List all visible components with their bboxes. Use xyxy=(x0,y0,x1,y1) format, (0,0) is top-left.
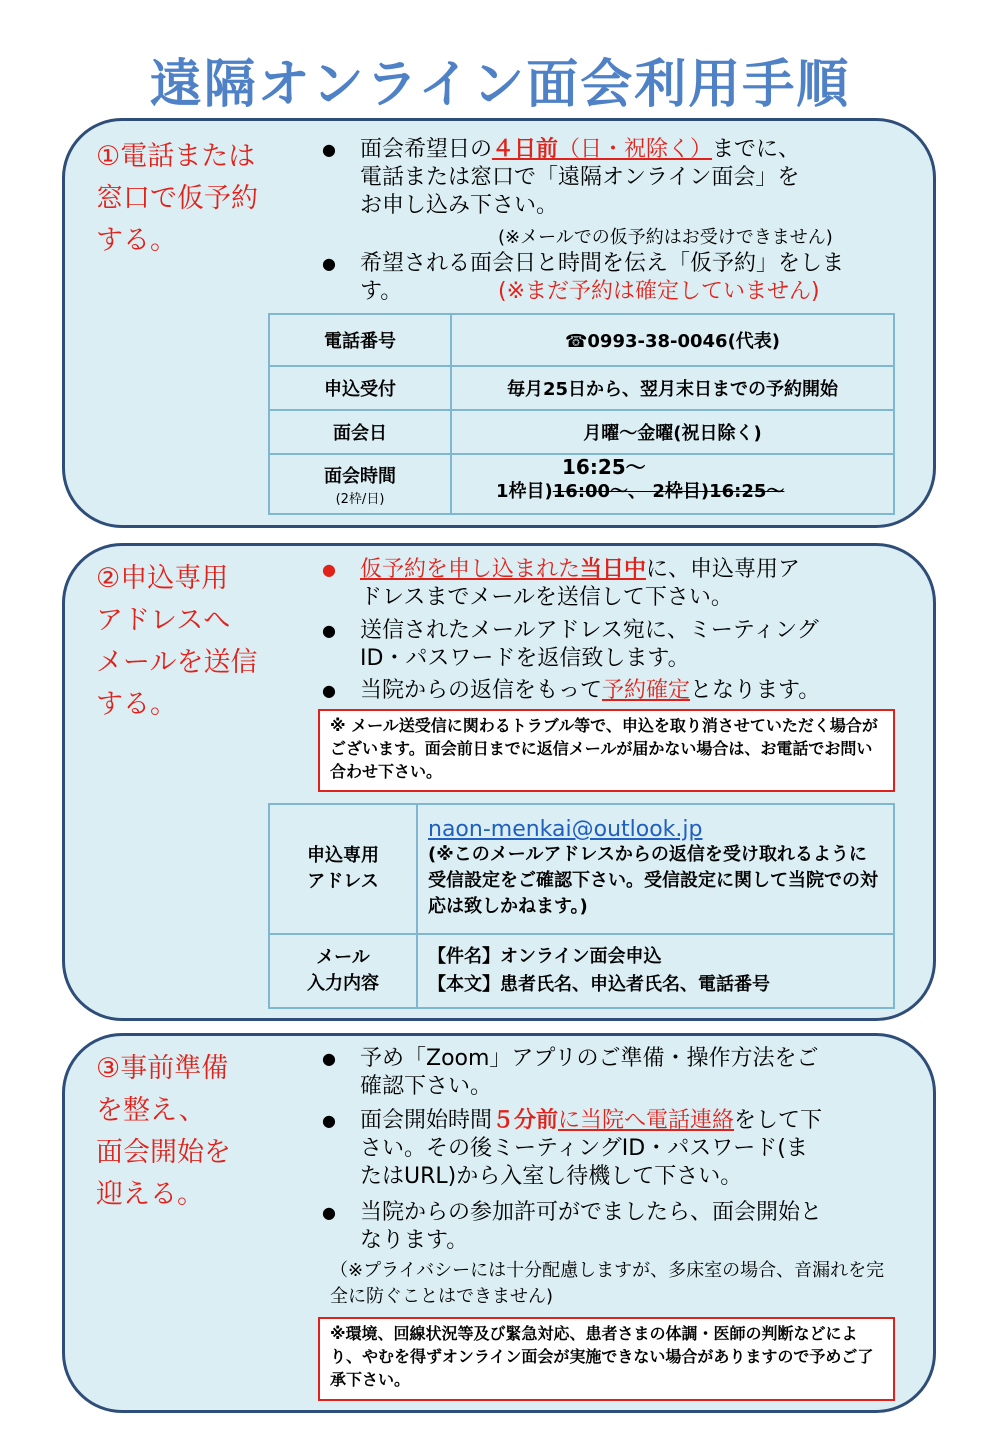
table-value: 月曜～金曜(祝日除く) xyxy=(451,410,894,454)
step1-note2: (※まだ予約は確定していません) xyxy=(498,279,820,304)
text: に、申込専用ア xyxy=(646,557,801,582)
text: 確認下さい。 xyxy=(360,1074,493,1099)
text: ID・パスワードを返信致します。 xyxy=(360,646,690,671)
page-title: 遠隔オンライン面会利用手順 xyxy=(149,55,851,115)
text: なります。 xyxy=(360,1228,469,1253)
step1-note1: (※メールでの仮予約はお受けできません) xyxy=(498,227,833,248)
text: お申し込み下さい。 xyxy=(360,193,559,218)
step3-bullet3 xyxy=(322,1199,892,1255)
mail-content xyxy=(417,934,894,1008)
time-label: 面会時間 xyxy=(324,465,396,487)
step3-warning-box: ※環境、回線状況等及び緊急対応、患者さまの体調・医師の判断などにより、やむを得ずオンライン面会が実施できない場合がありますので予めご了承下さい。 xyxy=(318,1317,895,1401)
table-label xyxy=(269,454,451,514)
step2-heading: ②申込専用 アドレスへ メールを送信 する。 xyxy=(96,563,258,720)
phone-number: ☎0993-38-0046(代表) xyxy=(451,314,894,366)
table-row xyxy=(269,454,894,514)
step3-bullet2 xyxy=(322,1107,892,1191)
text: 電話または窓口で「遠隔オンライン面会」を xyxy=(360,165,800,190)
text: までに、 xyxy=(712,137,801,162)
bullet-icon: ● xyxy=(322,254,336,273)
text: となります。 xyxy=(690,678,821,703)
text: 送信されたメールアドレス宛に、ミーティング xyxy=(360,618,819,643)
text: 面会開始時間 xyxy=(360,1108,493,1133)
struck-time: 16:00～、 2枠目)16:25～ xyxy=(552,481,785,502)
step1-bullet1 xyxy=(322,136,892,220)
text: 当日中 xyxy=(580,557,647,582)
table-row xyxy=(269,804,894,934)
time-sublabel: (2枠/日) xyxy=(335,491,385,507)
email-note: (※このメールアドレスからの返信を受け取れるように受信設定をご確認下さい。受信設定に関して当院での対応は致しかねます。) xyxy=(428,844,878,917)
step1-info-table xyxy=(268,313,895,515)
table-row xyxy=(269,314,894,366)
text: 面会希望日の xyxy=(360,137,493,162)
text: ５分前 xyxy=(492,1108,559,1133)
time-value xyxy=(451,454,894,514)
table-row xyxy=(269,366,894,410)
text: たはURL)から入室し待機して下さい。 xyxy=(360,1164,743,1189)
table-label: 電話番号 xyxy=(269,314,451,366)
step2-bullet2 xyxy=(322,617,892,673)
text: ドレスまでメールを送信して下さい。 xyxy=(360,585,733,610)
bullet-icon: ● xyxy=(322,140,336,159)
deadline-text: ４日前 xyxy=(492,137,559,162)
bullet-icon: ● xyxy=(322,1203,336,1222)
table-label: 面会日 xyxy=(269,410,451,454)
text: す。 xyxy=(360,279,403,304)
table-label: 申込専用 アドレス xyxy=(269,804,417,934)
table-label: メール 入力内容 xyxy=(269,934,417,1008)
text: 希望される面会日と時間を伝え「仮予約」をしま xyxy=(360,251,845,276)
step3-bullet1 xyxy=(322,1045,892,1101)
step2-mail-table xyxy=(268,803,895,1009)
step3-privacy-note: （※プライバシーには十分配慮しますが、多床室の場合、音漏れを完全に防ぐことはできません) xyxy=(330,1260,885,1307)
email-cell xyxy=(417,804,894,934)
text: 当院からの参加許可がでましたら、面会開始と xyxy=(360,1200,823,1225)
bullet-icon: ● xyxy=(322,681,336,700)
step3-heading: ③事前準備 を整え、 面会開始を 迎える。 xyxy=(96,1053,231,1210)
text: 当院からの返信をもって xyxy=(360,678,603,703)
text: 仮予約を申し込まれた xyxy=(360,557,581,582)
bullet-icon: ● xyxy=(322,1111,336,1130)
mail-body: 【本文】患者氏名、申込者氏名、電話番号 xyxy=(428,974,770,995)
text: 予約確定 xyxy=(602,678,691,703)
table-row xyxy=(269,410,894,454)
table-label: 申込受付 xyxy=(269,366,451,410)
time-correction: 16:25～ xyxy=(562,455,646,479)
deadline-exclusion: （日・祝除く） xyxy=(558,137,713,162)
bullet-icon: ● xyxy=(322,621,336,640)
bullet-icon: ● xyxy=(322,560,336,579)
step1-heading: ①電話または 窓口で仮予約 する。 xyxy=(96,141,258,256)
text: さい。その後ミーティングID・パスワード(ま xyxy=(360,1136,808,1161)
email-link[interactable]: naon-menkai@outlook.jp xyxy=(428,817,703,842)
table-row xyxy=(269,934,894,1008)
bullet-icon: ● xyxy=(322,1049,336,1068)
text: をして下 xyxy=(734,1108,823,1133)
step2-warning-box: ※ メール送受信に関わるトラブル等で、申込を取り消させていただく場合がございます。面会前日までに返信メールが届かない場合は、お電話でお問い合わせ下さい。 xyxy=(318,709,895,792)
time-slots xyxy=(496,477,784,503)
text: 予め「Zoom」アプリのご準備・操作方法をご xyxy=(360,1046,819,1071)
table-value: 毎月25日から、翌月末日までの予約開始 xyxy=(451,366,894,410)
text: 1枠目) xyxy=(496,481,553,502)
step2-bullet3 xyxy=(322,677,892,705)
step2-bullet1 xyxy=(322,556,892,612)
mail-subject: 【件名】オンライン面会申込 xyxy=(428,946,662,967)
text: に当院へ電話連絡 xyxy=(558,1108,735,1133)
